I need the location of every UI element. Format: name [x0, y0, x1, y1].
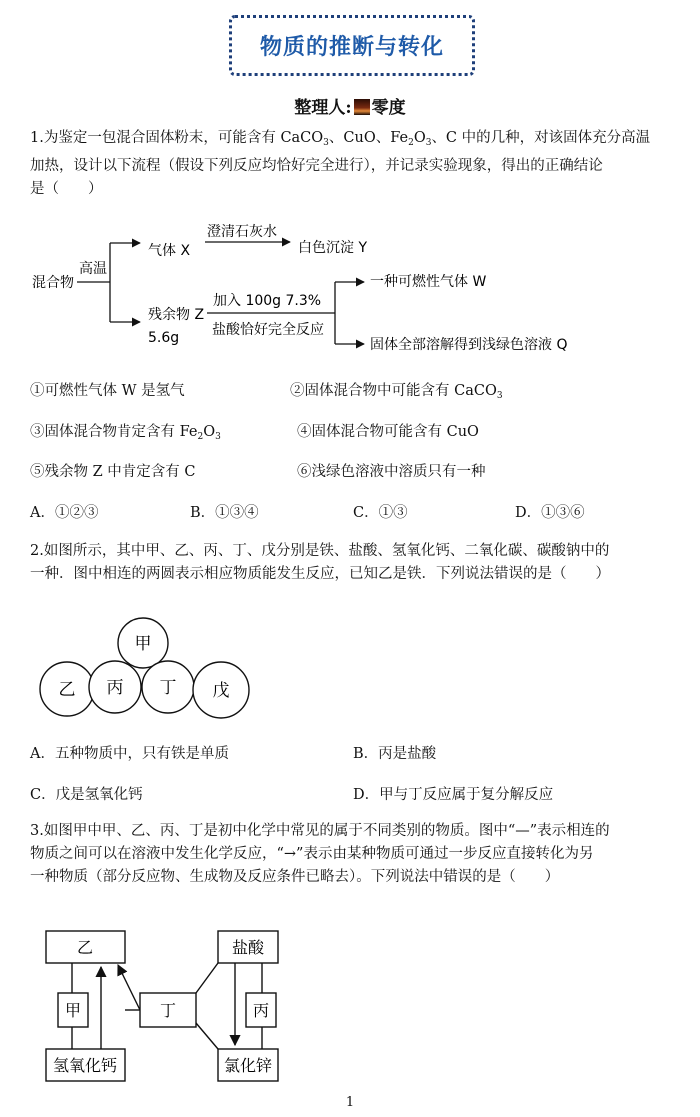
q2-line2: 一种．图中相连的两圆表示相应物质能发生反应，已知乙是铁．下列说法错误的是（ ）	[30, 566, 610, 582]
box-caoh-label: 氢氧化钙	[52, 1056, 118, 1075]
q1-choice-d[interactable]: D．①③⑥	[515, 505, 585, 521]
author-name: 零度	[371, 98, 406, 118]
q1-statement-5: ⑤残余物 Z 中肯定含有 C	[30, 464, 196, 480]
q1-line1c: O	[413, 130, 426, 146]
circle-ding-label: 丁	[159, 678, 177, 698]
flow-acid-react: 盐酸恰好完全反应	[212, 322, 324, 338]
flow-add-acid: 加入 100g 7.3%	[213, 293, 322, 309]
flow-solution-q: 固体全部溶解得到浅绿色溶液 Q	[370, 337, 568, 353]
q1-statement-2	[290, 379, 503, 401]
q1-s3-sub1: 2	[197, 432, 204, 442]
q1-choice-a[interactable]: A．①②③	[30, 505, 99, 521]
page-number: 1	[345, 1095, 355, 1110]
q1-line3: 是（ ）	[30, 181, 103, 197]
q1-line1a: 1.为鉴定一包混合固体粉末，可能含有 CaCO	[30, 130, 324, 146]
author-prefix: 整理人:	[294, 98, 352, 118]
q3-relation-diagram	[0, 915, 700, 1090]
flow-mixture: 混合物	[32, 275, 74, 291]
flow-precipitate: 白色沉淀 Y	[298, 240, 368, 256]
q1-statement-6: ⑥浅绿色溶液中溶质只有一种	[297, 464, 486, 480]
q1-statement-1: ①可燃性气体 W 是氢气	[30, 383, 185, 399]
q3-stem	[30, 820, 682, 889]
flow-gas-w: 一种可燃性气体 W	[370, 274, 487, 290]
q3-line3: 一种物质（部分反应物、生成物及反应条件已略去）。下列说法中错误的是（ ）	[30, 869, 560, 885]
circle-jia-label: 甲	[134, 634, 152, 654]
q1-s3-text2: O	[203, 424, 216, 440]
box-ding-label: 丁	[159, 1001, 177, 1020]
q1-line2: 加热，设计以下流程（假设下列反应均恰好完全进行），并记录实验现象，得出的正确结论	[30, 158, 603, 174]
q2-choice-b[interactable]: B．丙是盐酸	[353, 746, 437, 762]
page-title: 物质的推断与转化	[259, 34, 444, 60]
q1-s3-sub2: 3	[215, 432, 221, 442]
q1-statement-3	[30, 420, 221, 442]
q2-line1: 2.如图所示，其中甲、乙、丙、丁、戊分别是铁、盐酸、氢氧化钙、二氧化碳、碳酸钠中的	[30, 543, 610, 559]
box-yi-label: 乙	[76, 938, 94, 957]
author-line	[0, 93, 700, 118]
q1-stem	[30, 127, 682, 201]
q1-sub1: 3	[323, 138, 329, 148]
q3-line1: 3.如图甲中甲、乙、丙、丁是初中化学中常见的属于不同类别的物质。图中“—”表示相连的	[30, 823, 610, 839]
q1-sub2: 2	[408, 138, 414, 148]
flow-mass: 5.6g	[148, 330, 180, 346]
q1-s3-text: ③固体混合物肯定含有 Fe	[30, 424, 198, 440]
flow-high-temp: 高温	[79, 261, 107, 277]
q2-circle-diagram	[0, 605, 700, 730]
flow-gas-x: 气体 X	[148, 243, 191, 259]
circle-bing-label: 丙	[106, 678, 124, 698]
q2-choice-c[interactable]: C．戊是氢氧化钙	[30, 787, 143, 803]
box-bing-label: 丙	[252, 1001, 270, 1020]
q3-line2: 物质之间可以在溶液中发生化学反应，“→”表示由某种物质可通过一步反应直接转化为另	[30, 846, 594, 862]
q2-stem	[30, 540, 682, 586]
q1-flow-diagram	[0, 210, 700, 360]
q1-s2-sub: 3	[496, 391, 503, 401]
q1-s2-text: ②固体混合物中可能含有 CaCO	[290, 383, 497, 399]
box-hcl-label: 盐酸	[231, 938, 265, 957]
title-box	[229, 15, 475, 76]
q1-sub3: 3	[425, 138, 432, 148]
q2-choice-d[interactable]: D．甲与丁反应属于复分解反应	[353, 787, 554, 803]
box-jia-label: 甲	[64, 1001, 82, 1020]
q1-choice-c[interactable]: C．①③	[353, 505, 408, 521]
flow-limewater: 澄清石灰水	[207, 224, 277, 240]
author-avatar-icon	[354, 99, 370, 115]
q1-choice-b[interactable]: B．①③④	[190, 505, 259, 521]
circle-yi-label: 乙	[58, 680, 76, 700]
q1-line1d: 、C 中的几种，对该固体充分高温	[431, 130, 651, 146]
q2-choice-a[interactable]: A．五种物质中，只有铁是单质	[30, 746, 229, 762]
circle-wu-label: 戊	[212, 681, 230, 701]
q1-statement-4: ④固体混合物可能含有 CuO	[297, 424, 479, 440]
box-zncl-label: 氯化锌	[223, 1056, 273, 1075]
q1-line1b: 、CuO、Fe	[328, 130, 409, 146]
flow-residue: 残余物 Z	[148, 307, 205, 323]
